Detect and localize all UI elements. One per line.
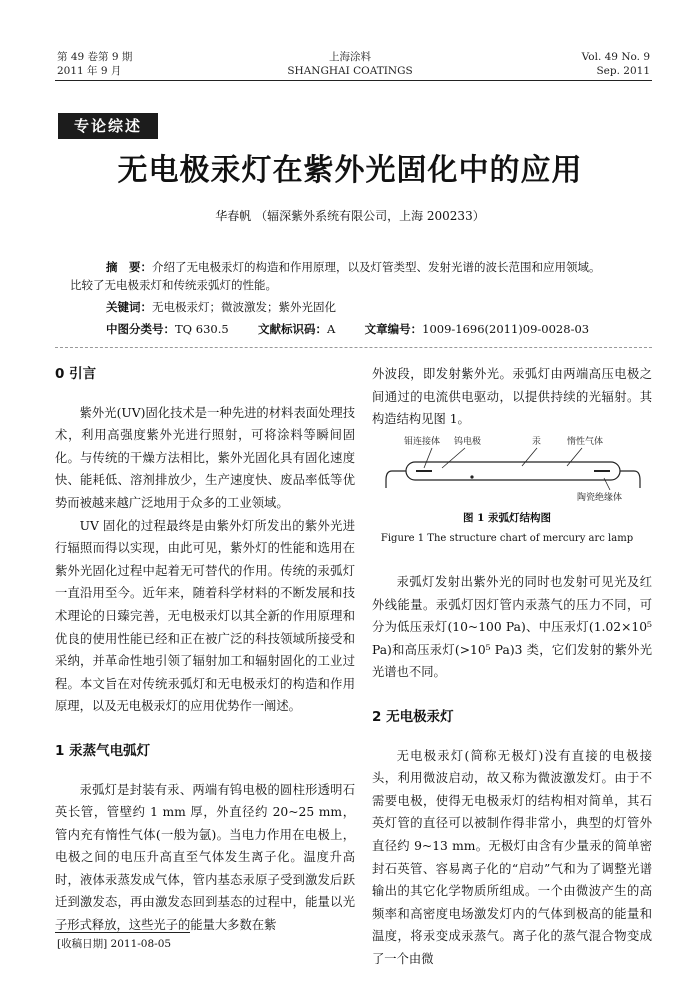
section-2-heading: 2 无电极汞灯 xyxy=(372,708,454,725)
article-title: 无电极汞灯在紫外光固化中的应用 xyxy=(117,153,583,188)
right-column-bottom xyxy=(372,571,652,971)
section-1-heading: 1 汞蒸气电弧灯 xyxy=(55,742,151,759)
right-lead-wire xyxy=(620,471,640,488)
left-lead-wire xyxy=(386,471,406,488)
left-column xyxy=(55,363,355,937)
label-lead: 钼连接体 xyxy=(404,437,441,447)
section-2-paragraph: 无电极汞灯(简称无极灯)没有直接的电极接头，利用微波启动，故又称为微波激发灯。由于不需要电极，使得无电极汞灯的结构相对简单，其石英灯管的直径可以被制作得非常小，典型的灯管外直径约 9~13 mm。无极灯由含有少量汞的简单密封石英管、容易离子化的“启动”气和为了调整光谱输出的其它化学物质所组成。一个由微波产生的高频率和高密度电场激发灯内的气体到极高的能量和温度，将汞变成汞蒸气。离子化的蒸气混合物变成了一个由微 xyxy=(372,748,652,966)
mercury-arc-lamp-figure xyxy=(372,428,652,508)
section-1-paragraph: 汞弧灯是封装有汞、两端有钨电极的圆柱形透明石英长管，管壁约 1 mm 厚，外直径约 20~25 mm，管内充有惰性气体(一般为氩)。当电力作用在电极上，电极之间的电压升高直至气体发生离子化。温度升高时，液体汞蒸发成气体，管内基态汞原子受到激发后跃迁到激发态，再由激发态回到基态的过程中，能量以光子形式释放，这些光子的能量大多数在紫 xyxy=(55,782,355,933)
label-gas: 惰性气体 xyxy=(567,437,604,447)
received-date: [收稿日期] 2011-08-05 xyxy=(57,938,172,950)
abstract-label: 摘 要： xyxy=(106,260,152,274)
abstract: 摘 要：介绍了无电极汞灯的构造和作用原理，以及灯管类型、发射光谱的波长范围和应用领域。 比较了无电极汞灯和传统汞弧灯的性能。 xyxy=(70,260,601,292)
journal-issue: 第 49 卷第 9 期 2011 年 9 月 xyxy=(57,51,133,77)
intro-paragraph-1: 紫外光(UV)固化技术是一种先进的材料表面处理技术，利用高强度紫外光进行照射，可将涂料等瞬间固化。与传统的干燥方法相比，紫外光固化具有固化速度快、能耗低、溶剂排放少，生产速度快、废品率低等优势而被越来越广泛地用于众多的工业领域。 xyxy=(55,405,355,510)
figure-caption-en: Figure 1 The structure chart of mercury arc lamp xyxy=(380,533,634,544)
volume-info: Vol. 49 No. 9 Sep. 2011 xyxy=(581,51,650,77)
abstract-divider xyxy=(55,347,652,348)
label-electrode: 钨电极 xyxy=(454,437,482,447)
figure-caption-cn: 图 1 汞弧灯结构图 xyxy=(462,512,552,524)
label-mercury: 汞 xyxy=(532,437,542,447)
keywords-label: 关键词： xyxy=(106,300,152,314)
author-affiliation: 华春帆 （辐深紫外系统有限公司，上海 200233） xyxy=(215,209,485,223)
column-tag: 专论综述 xyxy=(58,113,158,139)
quartz-tube xyxy=(406,462,620,480)
intro-paragraph-2: UV 固化的过程最终是由紫外灯所发出的紫外光进行辐照而得以实现，由此可见，紫外灯的性能和选用在紫外光固化过程中起着无可替代的作用。传统的汞弧灯一直沿用至今。近年来，随着科学材料的不断发展和技术理论的日臻完善，无电极汞灯以其全新的作用原理和优良的使用性能已经和正在被广泛的科技领域所接受和采纳，并革命性地引领了辐射加工和辐射固化的工业过程。本文旨在对传统汞弧灯和无电极汞灯的构造和作用原理，以及无电极汞灯的应用优势作一阐述。 xyxy=(55,518,355,714)
right-column-top xyxy=(372,363,652,431)
header-rule xyxy=(55,80,652,81)
right-paragraph-0: 外波段，即发射紫外光。汞弧灯由两端高压电极之间通过的电流供电驱动，以提供持续的光辐射。其构造结构见图 1。 xyxy=(372,367,652,427)
footnote-rule xyxy=(55,932,190,933)
mercury-drop xyxy=(470,475,473,478)
keywords: 关键词：无电极汞灯；微波激发；紫外光固化 xyxy=(106,300,336,314)
journal-name: 上海涂料 SHANGHAI COATINGS xyxy=(287,51,413,77)
section-0-heading: 0 引言 xyxy=(55,366,97,382)
right-paragraph-1: 汞弧灯发射出紫外光的同时也发射可见光及红外线能量。汞弧灯因灯管内汞蒸气的压力不同，可分为低压汞灯(10~100 Pa)、中压汞灯(1.02×10⁵ Pa)和高压汞灯(>10⁵ Pa)3 类，它们发射的紫外光光谱也不同。 xyxy=(372,575,652,680)
classification-line: 中图分类号：TQ 630.5 文献标识码：A 文章编号：1009-1696(2011)09-0028-03 xyxy=(106,322,590,336)
label-insulator: 陶瓷绝缘体 xyxy=(577,493,623,503)
